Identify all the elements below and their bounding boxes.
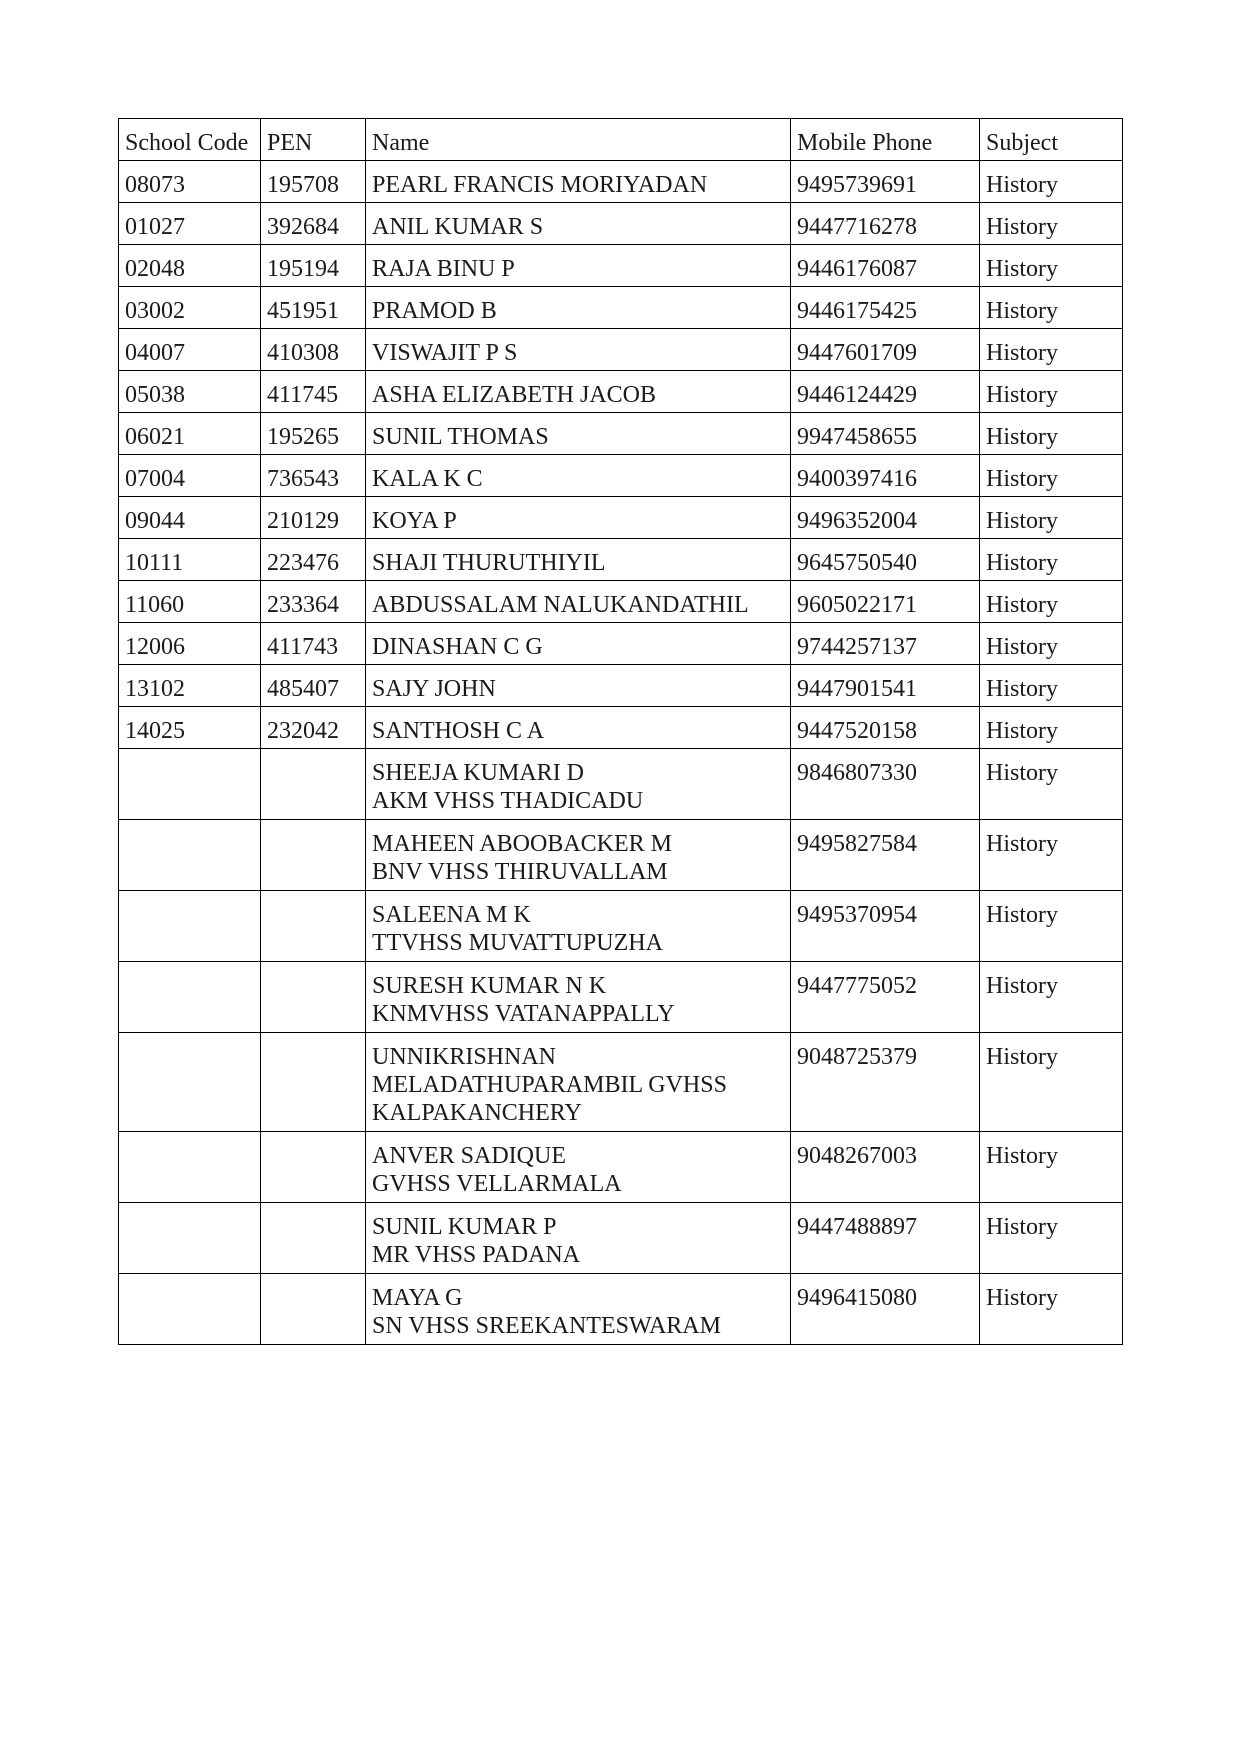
cell-name: KALA K C <box>366 455 791 497</box>
table-row <box>119 287 1123 329</box>
cell-pen <box>261 1203 366 1274</box>
table-row <box>119 413 1123 455</box>
cell-subject: History <box>980 962 1123 1033</box>
header-name: Name <box>366 119 791 161</box>
cell-school-code: 13102 <box>119 665 261 707</box>
table-row <box>119 962 1123 1033</box>
cell-subject: History <box>980 581 1123 623</box>
cell-school-code: 04007 <box>119 329 261 371</box>
table-row <box>119 1203 1123 1274</box>
cell-mobile-phone: 9447716278 <box>791 203 980 245</box>
cell-name: SHAJI THURUTHIYIL <box>366 539 791 581</box>
cell-subject: History <box>980 707 1123 749</box>
cell-name: MAYA G SN VHSS SREEKANTESWARAM <box>366 1274 791 1345</box>
cell-name: SAJY JOHN <box>366 665 791 707</box>
table-row <box>119 623 1123 665</box>
cell-school-code: 09044 <box>119 497 261 539</box>
cell-name: SANTHOSH C A <box>366 707 791 749</box>
cell-school-code <box>119 1274 261 1345</box>
cell-mobile-phone: 9446176087 <box>791 245 980 287</box>
cell-pen: 411745 <box>261 371 366 413</box>
cell-pen <box>261 749 366 820</box>
cell-name: PEARL FRANCIS MORIYADAN <box>366 161 791 203</box>
table-row <box>119 539 1123 581</box>
header-mobile-phone: Mobile Phone <box>791 119 980 161</box>
table-row <box>119 203 1123 245</box>
cell-school-code: 03002 <box>119 287 261 329</box>
cell-subject: History <box>980 245 1123 287</box>
header-pen: PEN <box>261 119 366 161</box>
cell-school-code <box>119 820 261 891</box>
cell-subject: History <box>980 413 1123 455</box>
table-row <box>119 820 1123 891</box>
cell-pen: 232042 <box>261 707 366 749</box>
cell-school-code: 10111 <box>119 539 261 581</box>
cell-pen: 195708 <box>261 161 366 203</box>
cell-mobile-phone: 9447520158 <box>791 707 980 749</box>
cell-pen: 451951 <box>261 287 366 329</box>
cell-pen <box>261 891 366 962</box>
cell-name: PRAMOD B <box>366 287 791 329</box>
cell-mobile-phone: 9605022171 <box>791 581 980 623</box>
cell-pen <box>261 820 366 891</box>
cell-name: ABDUSSALAM NALUKANDATHIL <box>366 581 791 623</box>
table-row <box>119 581 1123 623</box>
cell-pen: 233364 <box>261 581 366 623</box>
cell-pen: 410308 <box>261 329 366 371</box>
cell-subject: History <box>980 1274 1123 1345</box>
table-row <box>119 1033 1123 1132</box>
cell-mobile-phone: 9496352004 <box>791 497 980 539</box>
cell-school-code <box>119 891 261 962</box>
header-school-code: School Code <box>119 119 261 161</box>
cell-pen <box>261 1033 366 1132</box>
cell-school-code: 06021 <box>119 413 261 455</box>
cell-subject: History <box>980 1033 1123 1132</box>
cell-school-code <box>119 1033 261 1132</box>
table-row <box>119 497 1123 539</box>
table-row <box>119 1132 1123 1203</box>
table-row <box>119 245 1123 287</box>
cell-subject: History <box>980 497 1123 539</box>
cell-school-code: 11060 <box>119 581 261 623</box>
cell-school-code: 07004 <box>119 455 261 497</box>
cell-subject: History <box>980 287 1123 329</box>
cell-subject: History <box>980 665 1123 707</box>
cell-school-code <box>119 1132 261 1203</box>
cell-name: DINASHAN C G <box>366 623 791 665</box>
cell-subject: History <box>980 203 1123 245</box>
cell-name: KOYA P <box>366 497 791 539</box>
cell-pen <box>261 962 366 1033</box>
cell-mobile-phone: 9947458655 <box>791 413 980 455</box>
cell-pen: 736543 <box>261 455 366 497</box>
cell-school-code: 14025 <box>119 707 261 749</box>
cell-subject: History <box>980 455 1123 497</box>
cell-mobile-phone: 9446175425 <box>791 287 980 329</box>
cell-name: VISWAJIT P S <box>366 329 791 371</box>
cell-name: UNNIKRISHNAN MELADATHUPARAMBIL GVHSS KALPAKANCHERY <box>366 1033 791 1132</box>
cell-pen: 485407 <box>261 665 366 707</box>
cell-pen <box>261 1274 366 1345</box>
cell-subject: History <box>980 749 1123 820</box>
cell-school-code <box>119 1203 261 1274</box>
cell-mobile-phone: 9744257137 <box>791 623 980 665</box>
cell-name: ASHA ELIZABETH JACOB <box>366 371 791 413</box>
cell-pen: 411743 <box>261 623 366 665</box>
table-row <box>119 749 1123 820</box>
cell-school-code: 12006 <box>119 623 261 665</box>
cell-pen: 210129 <box>261 497 366 539</box>
cell-name: SUNIL KUMAR P MR VHSS PADANA <box>366 1203 791 1274</box>
cell-school-code: 08073 <box>119 161 261 203</box>
table-row <box>119 371 1123 413</box>
table-row <box>119 329 1123 371</box>
table-row <box>119 161 1123 203</box>
cell-mobile-phone: 9495739691 <box>791 161 980 203</box>
cell-mobile-phone: 9447901541 <box>791 665 980 707</box>
cell-subject: History <box>980 891 1123 962</box>
header-row <box>119 119 1123 161</box>
cell-subject: History <box>980 1132 1123 1203</box>
cell-mobile-phone: 9645750540 <box>791 539 980 581</box>
cell-subject: History <box>980 371 1123 413</box>
table-row <box>119 891 1123 962</box>
cell-school-code: 05038 <box>119 371 261 413</box>
cell-mobile-phone: 9446124429 <box>791 371 980 413</box>
header-subject: Subject <box>980 119 1123 161</box>
cell-school-code <box>119 962 261 1033</box>
cell-mobile-phone: 9496415080 <box>791 1274 980 1345</box>
cell-mobile-phone: 9447775052 <box>791 962 980 1033</box>
cell-school-code: 01027 <box>119 203 261 245</box>
cell-mobile-phone: 9846807330 <box>791 749 980 820</box>
teacher-roster-table <box>118 118 1123 1345</box>
cell-mobile-phone: 9400397416 <box>791 455 980 497</box>
cell-pen <box>261 1132 366 1203</box>
cell-name: RAJA BINU P <box>366 245 791 287</box>
cell-mobile-phone: 9048267003 <box>791 1132 980 1203</box>
cell-subject: History <box>980 623 1123 665</box>
table-row <box>119 665 1123 707</box>
cell-mobile-phone: 9495370954 <box>791 891 980 962</box>
cell-school-code <box>119 749 261 820</box>
cell-name: SHEEJA KUMARI D AKM VHSS THADICADU <box>366 749 791 820</box>
cell-name: SURESH KUMAR N K KNMVHSS VATANAPPALLY <box>366 962 791 1033</box>
table-row <box>119 707 1123 749</box>
cell-mobile-phone: 9048725379 <box>791 1033 980 1132</box>
cell-subject: History <box>980 161 1123 203</box>
cell-subject: History <box>980 539 1123 581</box>
cell-mobile-phone: 9447488897 <box>791 1203 980 1274</box>
cell-subject: History <box>980 1203 1123 1274</box>
cell-school-code: 02048 <box>119 245 261 287</box>
cell-pen: 195194 <box>261 245 366 287</box>
cell-name: SUNIL THOMAS <box>366 413 791 455</box>
cell-name: ANVER SADIQUE GVHSS VELLARMALA <box>366 1132 791 1203</box>
cell-pen: 223476 <box>261 539 366 581</box>
table-row <box>119 1274 1123 1345</box>
cell-subject: History <box>980 820 1123 891</box>
cell-mobile-phone: 9447601709 <box>791 329 980 371</box>
cell-name: MAHEEN ABOOBACKER M BNV VHSS THIRUVALLAM <box>366 820 791 891</box>
cell-name: ANIL KUMAR S <box>366 203 791 245</box>
table-row <box>119 455 1123 497</box>
cell-name: SALEENA M K TTVHSS MUVATTUPUZHA <box>366 891 791 962</box>
roster-body <box>119 119 1123 1345</box>
cell-pen: 392684 <box>261 203 366 245</box>
cell-subject: History <box>980 329 1123 371</box>
cell-pen: 195265 <box>261 413 366 455</box>
cell-mobile-phone: 9495827584 <box>791 820 980 891</box>
